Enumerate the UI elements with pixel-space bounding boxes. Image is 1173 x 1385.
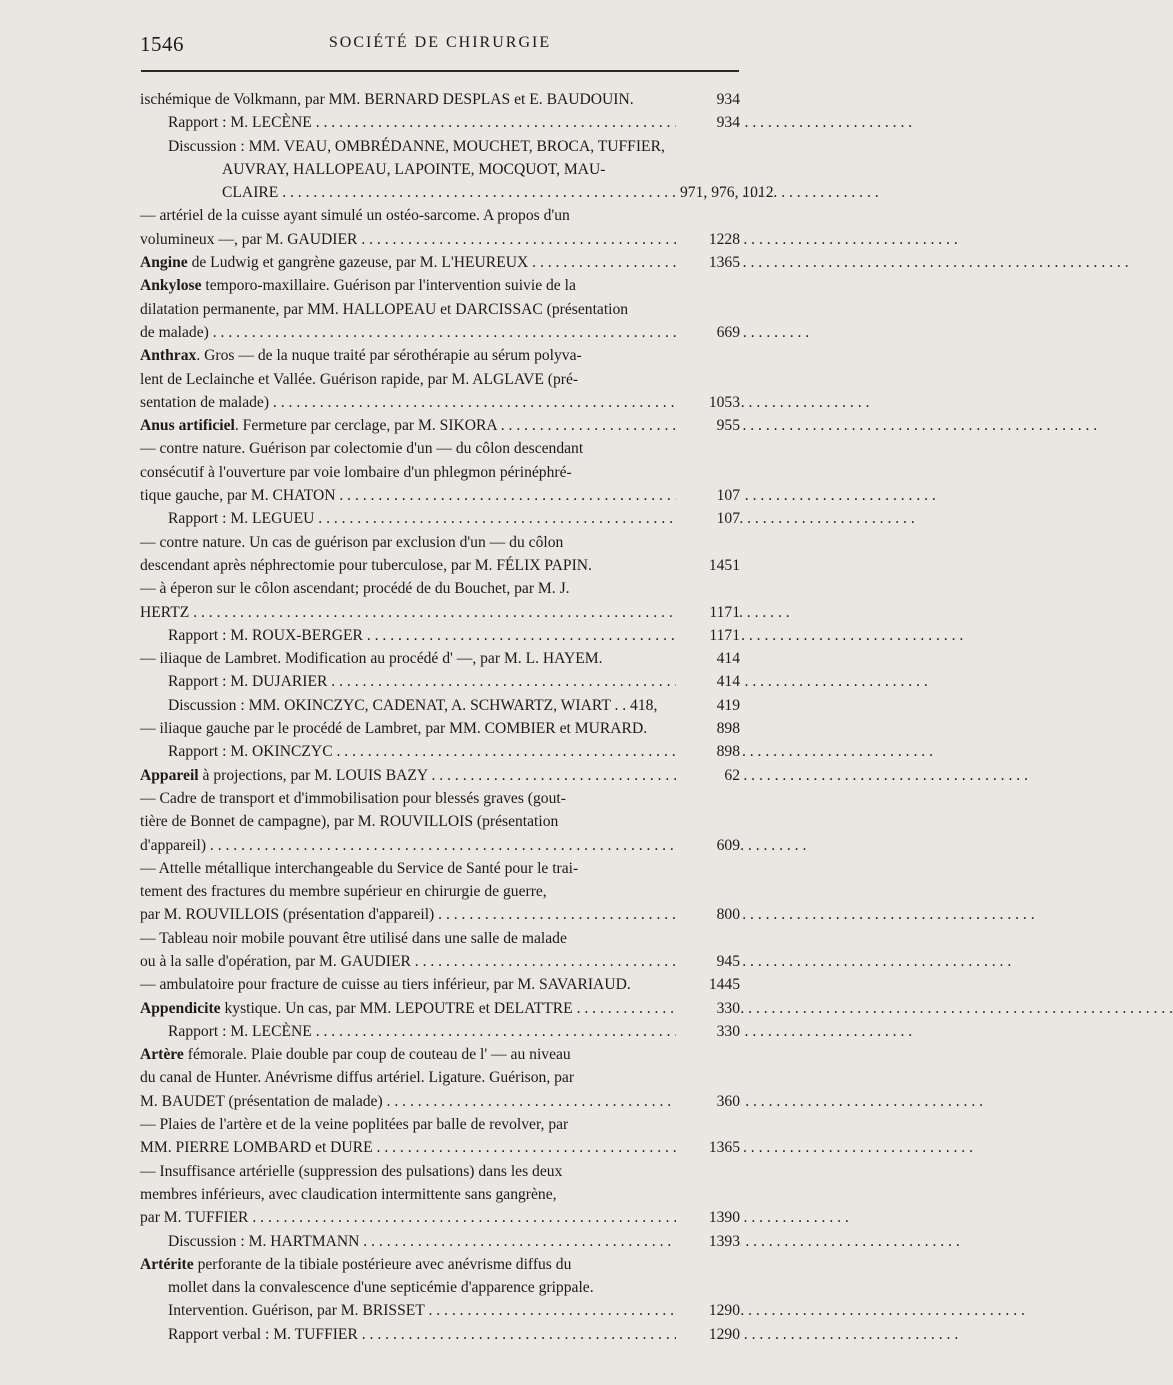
index-line bbox=[140, 857, 740, 880]
index-line-text: dilatation permanente, par MM. HALLOPEAU et DARCISSAC (présentation bbox=[140, 300, 629, 318]
index-heading-line-text: Appendicite kystique. Un cas, par MM. LEPOUTRE et DELATTRE . . . bbox=[140, 997, 1173, 1020]
index-line bbox=[140, 1020, 740, 1043]
page-reference: 1390 bbox=[676, 1206, 740, 1229]
index-line-text: — contre nature. Un cas de guérison par exclusion d'un — du côlon bbox=[140, 533, 564, 551]
page-reference: 898 bbox=[676, 717, 740, 740]
page-reference: 945 bbox=[676, 950, 740, 973]
page-reference: 1365 bbox=[676, 1136, 740, 1159]
index-line bbox=[140, 1230, 740, 1253]
page-reference: 934 bbox=[676, 111, 740, 134]
page-reference: 669 bbox=[676, 321, 740, 344]
page-reference: 800 bbox=[676, 903, 740, 926]
index-line bbox=[140, 834, 740, 857]
page-reference: 1171 bbox=[676, 601, 740, 624]
page-reference: 971, 976, 1012 bbox=[676, 181, 740, 204]
index-line bbox=[140, 670, 740, 693]
index-line bbox=[140, 1066, 740, 1089]
index-line-text: M. BAUDET (présentation de malade) . . . bbox=[140, 1090, 983, 1113]
index-line bbox=[140, 158, 740, 181]
index-line-text: consécutif à l'ouverture par voie lombaire d'un phlegmon périnéphré- bbox=[140, 463, 572, 481]
index-line-text: volumineux —, par M. GAUDIER . . . bbox=[140, 228, 958, 251]
index-line bbox=[140, 298, 740, 321]
index-line bbox=[140, 1136, 740, 1159]
index-line bbox=[140, 1160, 740, 1183]
index-line bbox=[140, 997, 740, 1020]
index-line-text: Intervention. Guérison, par M. BRISSET . . . bbox=[168, 1299, 1025, 1322]
index-line-text: Rapport : M. LEGUEU . . . bbox=[168, 507, 915, 530]
page-reference: 360 bbox=[676, 1090, 740, 1113]
index-line-text: — artériel de la cuisse ayant simulé un ostéo-sarcome. A propos d'un bbox=[140, 207, 570, 225]
index-line bbox=[140, 111, 740, 134]
index-line-text: tement des fractures du membre supérieur en chirurgie de guerre, bbox=[140, 883, 547, 901]
index-line-text: — ambulatoire pour fracture de cuisse au tiers inférieur, par M. SAVARIAUD. bbox=[140, 976, 631, 994]
page-reference: 330 bbox=[676, 1020, 740, 1043]
index-line bbox=[140, 764, 740, 787]
index-line bbox=[140, 717, 740, 740]
index-line bbox=[140, 1090, 740, 1113]
index-line bbox=[140, 740, 740, 763]
index-line bbox=[140, 181, 774, 204]
index-line bbox=[140, 647, 740, 670]
index-line-text: AUVRAY, HALLOPEAU, LAPOINTE, MOCQUOT, MAU- bbox=[222, 160, 606, 178]
index-line bbox=[140, 391, 740, 414]
index-line-text: ou à la salle d'opération, par M. GAUDIER . . . bbox=[140, 950, 1011, 973]
page-reference: 414 bbox=[676, 647, 740, 670]
index-line bbox=[140, 554, 740, 577]
index-line bbox=[140, 1276, 740, 1299]
index-line bbox=[140, 1183, 740, 1206]
index-line bbox=[140, 787, 740, 810]
index-line-text: Rapport : M. OKINCZYC . . . bbox=[168, 740, 933, 763]
index-line-text: Discussion : MM. OKINCZYC, CADENAT, A. SCHWARTZ, WIART . . 418, bbox=[168, 696, 658, 714]
index-heading-line-text: Anus artificiel. Fermeture par cerclage, par M. SIKORA . . . bbox=[140, 414, 1097, 437]
index-line-text: mollet dans la convalescence d'une septicémie d'apparence grippale. bbox=[168, 1279, 594, 1297]
index-line bbox=[140, 624, 740, 647]
index-line-text: — iliaque gauche par le procédé de Lambret, par MM. COMBIER et MURARD. bbox=[140, 720, 648, 738]
index-line-text: Rapport : M. ROUX-BERGER . . . bbox=[168, 624, 963, 647]
index-line-text: Rapport : M. LECÈNE . . . bbox=[168, 1020, 912, 1043]
index-line-text: Discussion : M. HARTMANN . . . bbox=[168, 1230, 960, 1253]
index-line bbox=[140, 135, 740, 158]
page-reference: 419 bbox=[676, 694, 740, 717]
index-line bbox=[140, 344, 740, 367]
index-line-text: descendant après néphrectomie pour tuberculose, par M. FÉLIX PAPIN. bbox=[140, 556, 592, 574]
index-line bbox=[140, 228, 740, 251]
index-line-text: — Insuffisance artérielle (suppression des pulsations) dans les deux bbox=[140, 1162, 563, 1180]
index-line bbox=[140, 437, 740, 460]
index-line-text: — iliaque de Lambret. Modification au procédé d' —, par M. L. HAYEM. bbox=[140, 650, 603, 668]
index-line bbox=[140, 321, 740, 344]
index-line bbox=[140, 577, 740, 600]
page-reference: 1393 bbox=[676, 1230, 740, 1253]
index-line bbox=[140, 1206, 740, 1229]
page-reference: 1228 bbox=[676, 228, 740, 251]
index-line-text: CLAIRE . . . bbox=[222, 181, 879, 204]
page-reference: 1290 bbox=[676, 1299, 740, 1322]
index-line-text: Rapport verbal : M. TUFFIER . . . bbox=[168, 1323, 958, 1346]
index-line bbox=[140, 204, 740, 227]
index-line bbox=[140, 251, 740, 274]
index-line-text: membres inférieurs, avec claudication intermittente sans gangrène, bbox=[140, 1185, 557, 1203]
index-line bbox=[140, 973, 740, 996]
index-line bbox=[140, 903, 740, 926]
page-reference: 1053 bbox=[676, 391, 740, 414]
index-line bbox=[140, 88, 740, 111]
index-heading-line-text: Artérite perforante de la tibiale postérieure avec anévrisme diffus du bbox=[140, 1255, 572, 1273]
index-line-text: HERTZ . . . bbox=[140, 601, 790, 624]
index-line-text: MM. PIERRE LOMBARD et DURE . . . bbox=[140, 1136, 973, 1159]
index-line-text: Rapport : M. LECÈNE . . . bbox=[168, 111, 912, 134]
index-line bbox=[140, 810, 740, 833]
index-line bbox=[140, 1113, 740, 1136]
index-line bbox=[140, 950, 740, 973]
index-line-text: tière de Bonnet de campagne), par M. ROUVILLOIS (présentation bbox=[140, 813, 559, 831]
index-line-text: — Cadre de transport et d'immobilisation pour blessés graves (gout- bbox=[140, 789, 566, 807]
index-line bbox=[140, 274, 740, 297]
page-reference: 898 bbox=[676, 740, 740, 763]
index-line bbox=[140, 880, 740, 903]
index-line bbox=[140, 461, 740, 484]
index-line bbox=[140, 531, 740, 554]
page-reference: 1365 bbox=[676, 251, 740, 274]
index-line bbox=[140, 1253, 740, 1276]
page-reference: 107 bbox=[676, 507, 740, 530]
index-line bbox=[140, 694, 740, 717]
index-heading-line-text: Appareil à projections, par M. LOUIS BAZY . . . bbox=[140, 764, 1028, 787]
index-line bbox=[140, 1299, 740, 1322]
index-line bbox=[140, 484, 740, 507]
index-line-text: Discussion : MM. VEAU, OMBRÉDANNE, MOUCHET, BROCA, TUFFIER, bbox=[168, 137, 665, 155]
index-line-text: — à éperon sur le côlon ascendant; procédé de du Bouchet, par M. J. bbox=[140, 580, 570, 598]
index-line-text: par M. ROUVILLOIS (présentation d'appareil) . . . bbox=[140, 903, 1035, 926]
index-line bbox=[140, 927, 740, 950]
index-line-text: — Attelle métallique interchangeable du Service de Santé pour le trai- bbox=[140, 859, 579, 877]
index-line bbox=[140, 507, 740, 530]
header-rule bbox=[141, 70, 739, 72]
index-line-text: — Tableau noir mobile pouvant être utilisé dans une salle de malade bbox=[140, 929, 567, 947]
page-reference: 107 bbox=[676, 484, 740, 507]
page-reference: 330 bbox=[676, 997, 740, 1020]
page-reference: 1451 bbox=[676, 554, 740, 577]
index-line-text: par M. TUFFIER . . . bbox=[140, 1206, 849, 1229]
page-reference: 62 bbox=[676, 764, 740, 787]
index-heading-line-text: Anthrax. Gros — de la nuque traité par sérothérapie au sérum polyva- bbox=[140, 347, 582, 365]
page-reference: 1290 bbox=[676, 1323, 740, 1346]
index-line bbox=[140, 414, 740, 437]
index-line-text: de malade) . . . bbox=[140, 321, 809, 344]
page-reference: 609 bbox=[676, 834, 740, 857]
index-line-text: Rapport : M. DUJARIER . . . bbox=[168, 670, 928, 693]
subject-index bbox=[140, 88, 774, 1346]
index-line-text: ischémique de Volkmann, par MM. BERNARD DESPLAS et E. BAUDOUIN. bbox=[140, 91, 634, 108]
page-header bbox=[140, 32, 740, 56]
index-line-text: — Plaies de l'artère et de la veine poplitées par balle de revolver, par bbox=[140, 1116, 569, 1134]
index-heading-line-text: Ankylose temporo-maxillaire. Guérison par l'intervention suivie de la bbox=[140, 277, 576, 295]
page-reference: 1445 bbox=[676, 973, 740, 996]
page-reference: 934 bbox=[676, 88, 740, 111]
index-line-text: d'appareil) . . . bbox=[140, 834, 806, 857]
index-line-text: du canal de Hunter. Anévrisme diffus artériel. Ligature. Guérison, par bbox=[140, 1069, 575, 1087]
index-heading-line-text: Artère fémorale. Plaie double par coup de couteau de l' — au niveau bbox=[140, 1046, 571, 1064]
index-line bbox=[140, 1323, 740, 1346]
index-heading-line-text: Angine de Ludwig et gangrène gazeuse, par M. L'HEUREUX . . . bbox=[140, 251, 1129, 274]
page-reference: 955 bbox=[676, 414, 740, 437]
index-line bbox=[140, 601, 740, 624]
index-line-text: tique gauche, par M. CHATON . . . bbox=[140, 484, 936, 507]
index-line bbox=[140, 368, 740, 391]
page-number: 1546 bbox=[140, 32, 184, 56]
page-reference: 1171 bbox=[676, 624, 740, 647]
index-line-text: — contre nature. Guérison par colectomie d'un — du côlon descendant bbox=[140, 440, 584, 458]
index-line bbox=[140, 1043, 740, 1066]
index-line-text: sentation de malade) . . . bbox=[140, 391, 869, 414]
index-line-text: lent de Leclainche et Vallée. Guérison rapide, par M. ALGLAVE (pré- bbox=[140, 370, 579, 388]
page-reference: 414 bbox=[676, 670, 740, 693]
running-title: SOCIÉTÉ DE CHIRURGIE bbox=[328, 34, 552, 51]
